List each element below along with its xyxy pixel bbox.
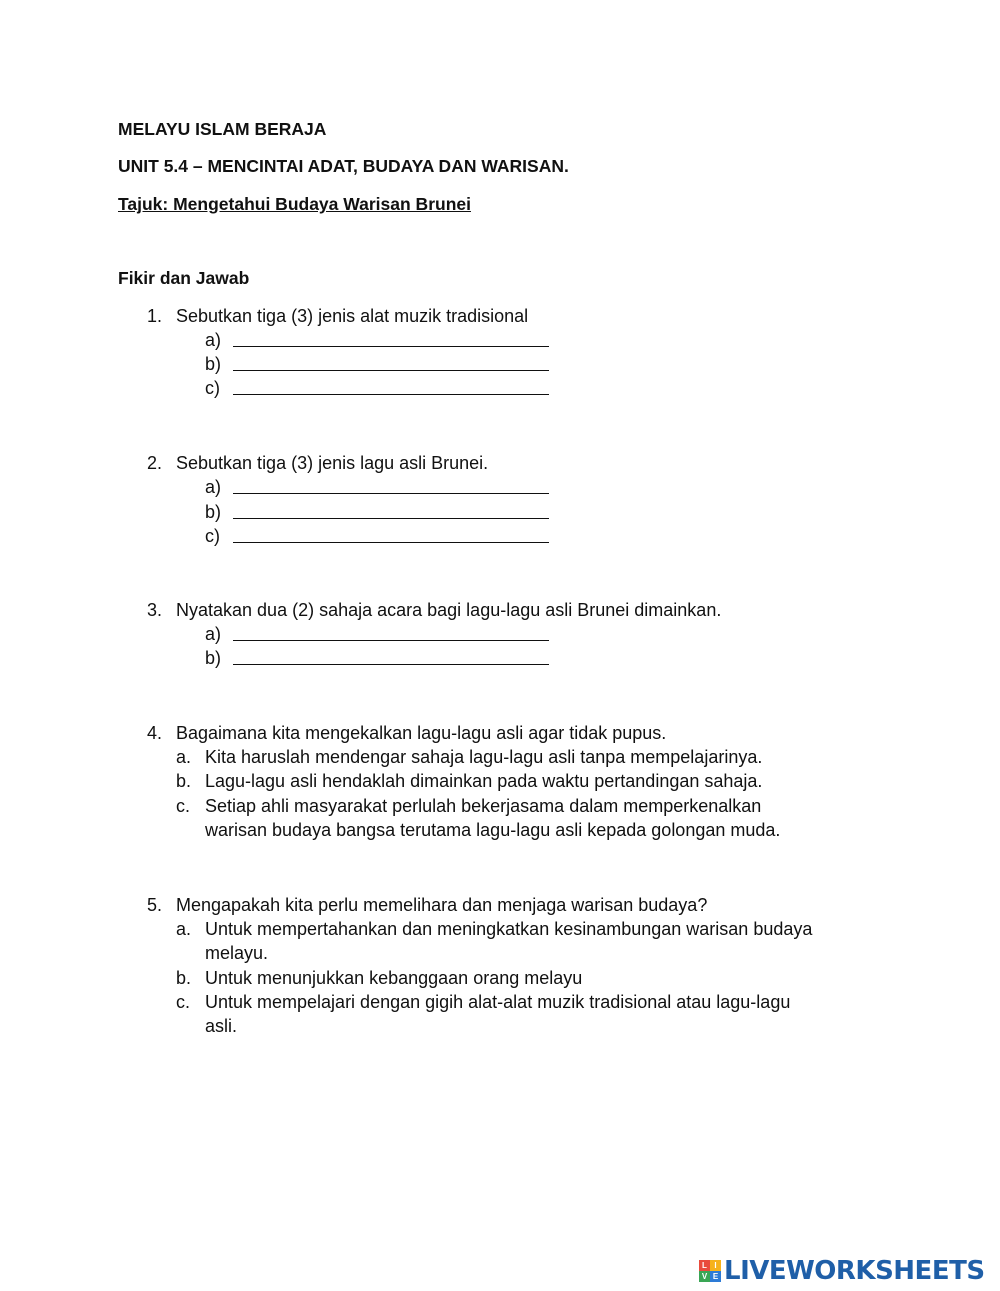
option-4b[interactable]: [176, 771, 762, 792]
answer-blank-1c[interactable]: [205, 378, 549, 399]
answer-blank-3b[interactable]: [205, 648, 549, 669]
answer-line[interactable]: [233, 492, 549, 494]
option-5c[interactable]: [176, 992, 790, 1013]
option-text: Untuk mempelajari dengan gigih alat-alat muzik tradisional atau lagu-lagu: [205, 992, 791, 1012]
logo-tile-v: V: [699, 1271, 710, 1282]
question-text: Bagaimana kita mengekalkan lagu-lagu asli agar tidak pupus.: [176, 723, 667, 743]
blank-label: a): [205, 330, 222, 350]
answer-blank-2a[interactable]: [205, 477, 549, 498]
option-label: a.: [176, 747, 192, 767]
question-text: Sebutkan tiga (3) jenis lagu asli Brunei.: [176, 453, 489, 473]
answer-blank-2c[interactable]: [205, 526, 549, 547]
answer-blank-2b[interactable]: [205, 502, 549, 523]
question-3: [147, 600, 721, 621]
answer-blank-1b[interactable]: [205, 354, 549, 375]
option-label: a.: [176, 919, 192, 939]
blank-label: a): [205, 624, 222, 644]
question-number: 5.: [147, 895, 163, 915]
question-1: [147, 306, 528, 327]
option-5a[interactable]: [176, 919, 812, 940]
option-5a-continuation: melayu.: [205, 943, 269, 963]
question-5: [147, 895, 707, 916]
option-text: Setiap ahli masyarakat perlulah bekerjasama dalam memperkenalkan: [205, 796, 762, 816]
answer-blank-3a[interactable]: [205, 624, 549, 645]
logo-tile-i: I: [710, 1260, 721, 1271]
liveworksheets-wordmark: LIVEWORKSHEETS: [724, 1256, 985, 1286]
option-label: c.: [176, 992, 191, 1012]
option-5b[interactable]: [176, 968, 582, 989]
liveworksheets-icon: [699, 1260, 721, 1282]
subject-title: MELAYU ISLAM BERAJA: [118, 119, 327, 139]
option-4a[interactable]: [176, 747, 762, 768]
question-number: 2.: [147, 453, 163, 473]
option-text: Lagu-lagu asli hendaklah dimainkan pada waktu pertandingan sahaja.: [205, 771, 763, 791]
blank-label: b): [205, 648, 222, 668]
unit-title: UNIT 5.4 – MENCINTAI ADAT, BUDAYA DAN WARISAN.: [118, 156, 569, 176]
answer-line[interactable]: [233, 541, 549, 543]
liveworksheets-logo: [699, 1258, 985, 1284]
option-4c-continuation: warisan budaya bangsa terutama lagu-lagu asli kepada golongan muda.: [205, 820, 781, 840]
option-5c-continuation: asli.: [205, 1016, 238, 1036]
question-number: 3.: [147, 600, 163, 620]
answer-line[interactable]: [233, 393, 549, 395]
question-text: Sebutkan tiga (3) jenis alat muzik tradisional: [176, 306, 529, 326]
option-label: b.: [176, 771, 192, 791]
question-text: Mengapakah kita perlu memelihara dan menjaga warisan budaya?: [176, 895, 708, 915]
blank-label: b): [205, 502, 222, 522]
option-text: Kita haruslah mendengar sahaja lagu-lagu asli tanpa mempelajarinya.: [205, 747, 763, 767]
logo-tile-l: L: [699, 1260, 710, 1271]
blank-label: c): [205, 526, 220, 546]
answer-line[interactable]: [233, 345, 549, 347]
question-2: [147, 453, 488, 474]
question-4: [147, 723, 666, 744]
question-number: 1.: [147, 306, 163, 326]
option-label: c.: [176, 796, 191, 816]
answer-line[interactable]: [233, 663, 549, 665]
question-number: 4.: [147, 723, 163, 743]
option-text: Untuk menunjukkan kebanggaan orang melayu: [205, 968, 583, 988]
answer-line[interactable]: [233, 369, 549, 371]
logo-tile-e: E: [710, 1271, 721, 1282]
option-label: b.: [176, 968, 192, 988]
topic-title: Tajuk: Mengetahui Budaya Warisan Brunei: [118, 194, 471, 214]
question-text: Nyatakan dua (2) sahaja acara bagi lagu-lagu asli Brunei dimainkan.: [176, 600, 722, 620]
answer-line[interactable]: [233, 639, 549, 641]
answer-line[interactable]: [233, 517, 549, 519]
section-title: Fikir dan Jawab: [118, 268, 250, 288]
blank-label: a): [205, 477, 222, 497]
option-text: Untuk mempertahankan dan meningkatkan kesinambungan warisan budaya: [205, 919, 813, 939]
option-4c[interactable]: [176, 796, 761, 817]
blank-label: b): [205, 354, 222, 374]
answer-blank-1a[interactable]: [205, 330, 549, 351]
blank-label: c): [205, 378, 220, 398]
